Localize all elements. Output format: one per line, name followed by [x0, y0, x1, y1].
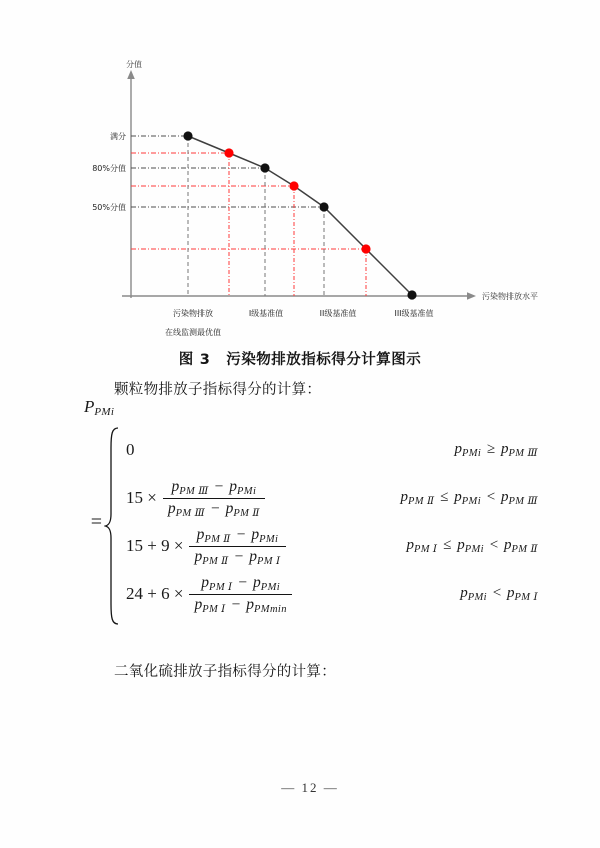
x-tick-label-level-1: I级基准值 — [248, 309, 284, 318]
formula-lhs — [84, 398, 544, 418]
data-point-red-1 — [224, 148, 233, 157]
data-point-red-3 — [361, 244, 370, 253]
formula-case-expression — [126, 440, 139, 460]
formula-fraction — [189, 525, 285, 568]
y-tick-label-50: 50%分值 — [92, 203, 126, 212]
fraction-numerator: $p_{PM Ⅱ} - p_{PMi}$ — [196, 525, 279, 545]
figure-caption — [0, 348, 600, 369]
formula-case-condition: $p_{PM Ⅱ} \le p_{PMi} < p_{PM Ⅲ}$ — [400, 489, 538, 508]
fraction-numerator: $p_{PM Ⅲ} - p_{PMi}$ — [171, 477, 257, 497]
formula-case-condition: $p_{PMi} < p_{PM Ⅰ}$ — [460, 585, 538, 604]
x-axis-arrow — [467, 292, 476, 300]
fraction-numerator: $p_{PM Ⅰ} - p_{PMi}$ — [201, 573, 281, 593]
fraction-denominator: $p_{PM Ⅱ} - p_{PM Ⅰ}$ — [194, 547, 281, 567]
paragraph-particulate-intro: 颗粒物排放子指标得分的计算： — [114, 382, 322, 398]
y-tick-label-full: 满分 — [110, 132, 126, 141]
formula-case-lead: 15 + 9 × — [126, 536, 184, 556]
figure-caption-prefix: 图 — [178, 352, 194, 368]
formula-case-lead: 15 × — [126, 488, 157, 508]
figure-caption-number: 3 — [199, 352, 211, 368]
x-tick-label-level-3: III级基准值 — [394, 309, 434, 318]
formula-case-expression — [126, 573, 294, 616]
score-curve-line — [188, 136, 412, 295]
formula-lhs-symbol: P — [84, 397, 95, 416]
formula-case-row — [126, 522, 544, 570]
formula-lhs-subscript: PMi — [94, 406, 115, 419]
y-tick-label-80: 80%分值 — [92, 164, 126, 173]
formula-equals-sign: = — [90, 510, 102, 533]
formula-case-lead: 0 — [126, 440, 135, 460]
formula-case-lead: 24 + 6 × — [126, 584, 184, 604]
data-point-full-score — [183, 131, 192, 140]
x-tick-label-optimal-line2: 在线监测最优值 — [165, 328, 221, 337]
data-point-50-percent — [319, 202, 328, 211]
formula-fraction — [189, 573, 291, 616]
fraction-denominator: $p_{PM Ⅲ} - p_{PM Ⅱ}$ — [167, 499, 260, 519]
data-point-zero-score — [407, 290, 416, 299]
y-axis-arrow — [127, 70, 135, 79]
formula-case-expression — [126, 525, 288, 568]
formula-cases-list — [122, 426, 544, 618]
formula-case-expression — [126, 477, 267, 520]
x-tick-label-level-2: II级基准值 — [319, 309, 357, 318]
x-tick-label-optimal-line1: 污染物排放 — [173, 309, 213, 318]
page-number-text: — 12 — — [281, 780, 339, 795]
formula-case-row — [126, 570, 544, 618]
formula-block — [84, 398, 544, 618]
figure-chart — [0, 60, 600, 340]
formula-left-brace — [104, 426, 122, 618]
formula-case-condition: $p_{PM Ⅰ} \le p_{PMi} < p_{PM Ⅱ}$ — [406, 537, 538, 556]
fraction-denominator: $p_{PM Ⅰ} - p_{PMmin}$ — [194, 595, 287, 615]
figure-caption-title: 污染物排放指标得分计算图示 — [226, 352, 422, 368]
y-axis-title: 分值 — [126, 60, 142, 69]
formula-case-row — [126, 426, 544, 474]
formula-case-condition: $p_{PMi} \ge p_{PM Ⅲ}$ — [454, 441, 538, 460]
paragraph-so2-intro: 二氧化硫排放子指标得分的计算： — [114, 664, 336, 680]
formula-case-row — [126, 474, 544, 522]
score-curve-chart — [0, 60, 600, 340]
formula-cases-wrapper — [84, 426, 544, 618]
x-axis-title: 污染物排放水平 — [482, 292, 538, 301]
page-number — [0, 780, 600, 796]
data-point-80-percent — [260, 163, 269, 172]
formula-fraction — [163, 477, 265, 520]
data-point-red-2 — [289, 181, 298, 190]
